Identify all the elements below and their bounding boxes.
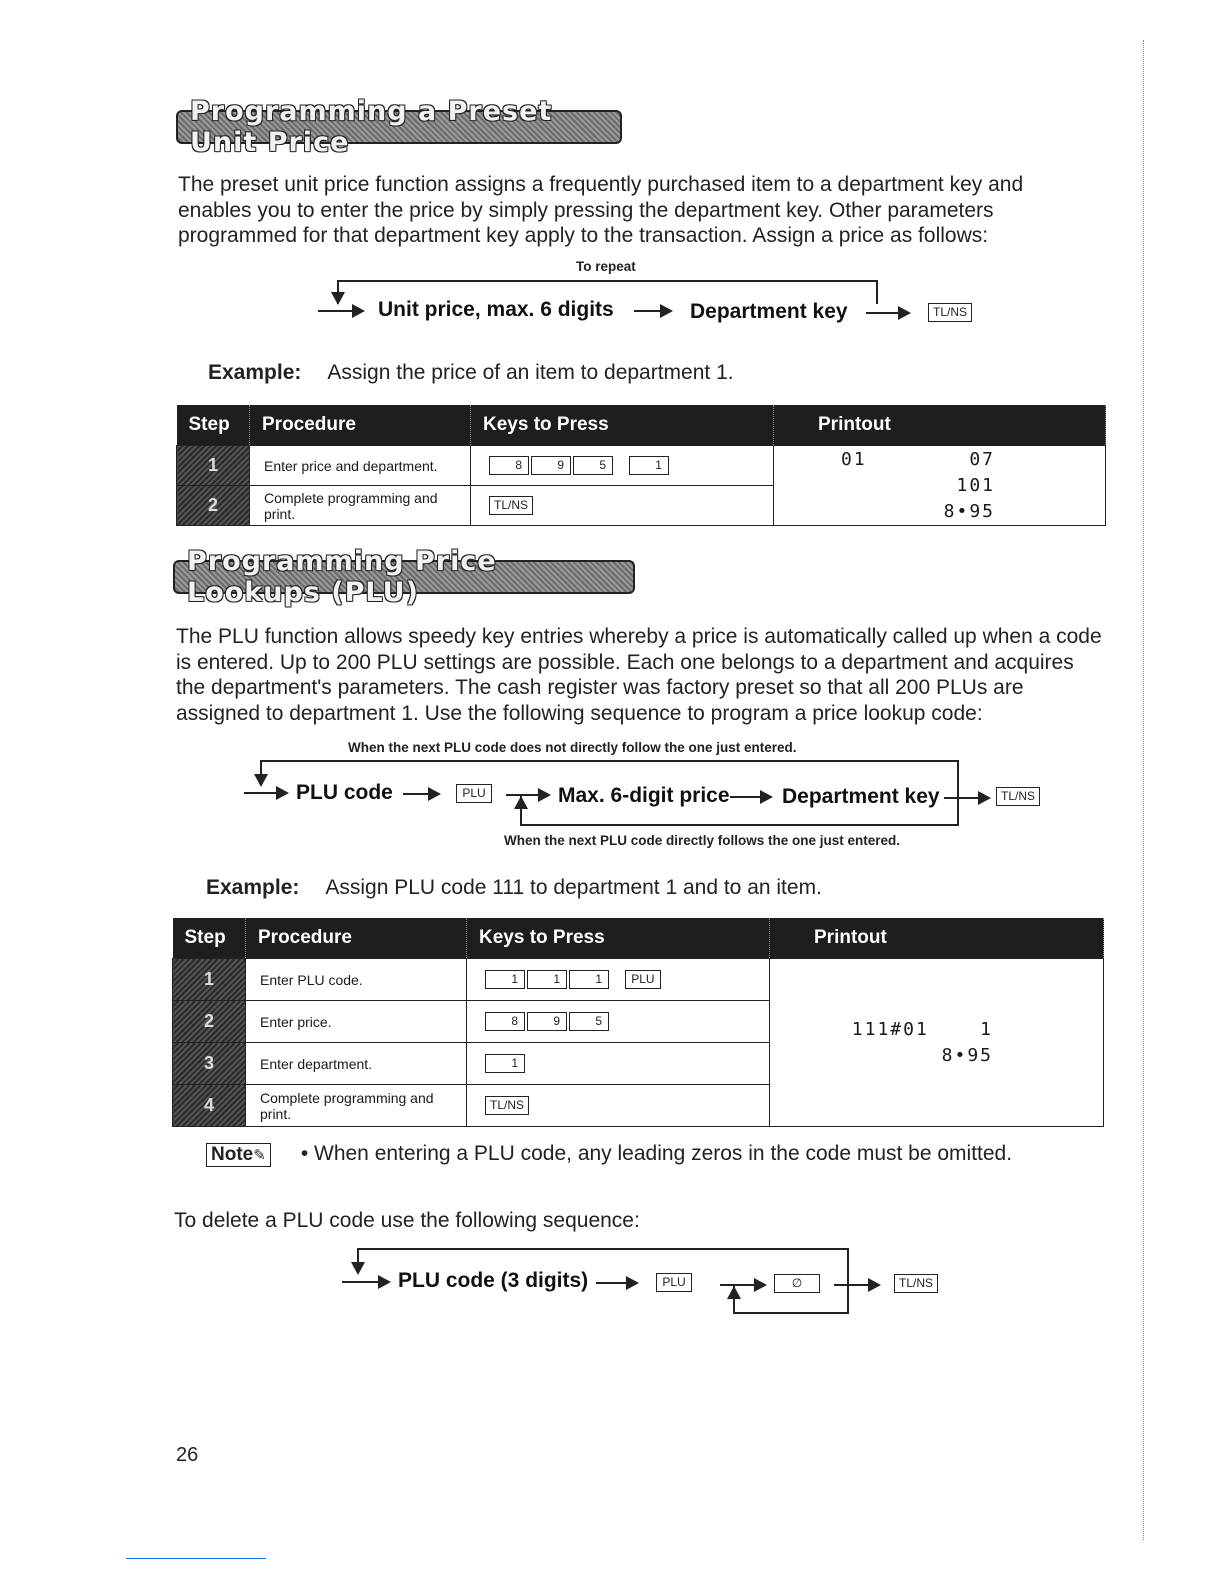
procedure-cell: Enter department.: [246, 1043, 467, 1085]
key-tlns: TL/NS: [485, 1096, 529, 1115]
key-plu: PLU: [656, 1273, 692, 1292]
arrow-right-icon: [660, 304, 673, 318]
step-number: 3: [173, 1043, 246, 1085]
arrow-down-icon: [351, 1262, 365, 1275]
flow-step-price: Max. 6-digit price: [558, 784, 730, 807]
step-number: 2: [173, 1001, 246, 1043]
printout-cell: [774, 446, 1106, 526]
step-number: 1: [173, 959, 246, 1001]
printout-line: 8•95: [943, 500, 995, 522]
printout-line: 8•95: [941, 1044, 993, 1066]
arrow-right-icon: [538, 788, 551, 802]
procedure-cell: Enter price.: [246, 1001, 467, 1043]
keys-cell: [467, 1001, 770, 1043]
scan-edge-line: [1143, 40, 1145, 1540]
key-1: 1: [485, 970, 525, 989]
procedure-cell: Enter PLU code.: [246, 959, 467, 1001]
key-1: 1: [629, 456, 669, 475]
header-keys: Keys to Press: [467, 918, 770, 959]
table-row: [173, 959, 1104, 1001]
keys-cell: [467, 959, 770, 1001]
arrow-right-icon: [428, 787, 441, 801]
procedure-cell: Complete programming and print.: [246, 1085, 467, 1127]
section-title-preset-unit-price: [176, 96, 622, 158]
repeat-loop-right: [876, 280, 878, 304]
example-label: Example:: [208, 361, 302, 384]
printout-cell: [770, 959, 1104, 1127]
arrow-down-icon: [254, 774, 268, 787]
section-title-text: Programming a Preset Unit Price: [190, 96, 553, 158]
table-header-row: [173, 918, 1104, 959]
example-plu: [206, 876, 822, 900]
loop-right-line: [847, 1248, 849, 1314]
note-block: [206, 1142, 1012, 1167]
example-preset: [208, 361, 734, 385]
intro-paragraph-plu: The PLU function allows speedy key entries whereby a price is automatically called up when a code is entered. Up to 200 PLU settings are possible. Each one belongs to a department and acquires the department's parameters. The cash register was factory preset so that all 200 PLUs are assigned to department 1. Use the following sequence to program a price lookup code:: [176, 625, 1102, 725]
flow-step-plu-code-3: PLU code (3 digits): [398, 1269, 589, 1292]
key-tlns: TL/NS: [489, 496, 533, 515]
key-1: 1: [485, 1054, 525, 1073]
flow-step-plu-code: PLU code: [296, 781, 393, 804]
header-step: Step: [173, 918, 246, 959]
key-plu: PLU: [456, 784, 492, 803]
page-number: 26: [176, 1444, 199, 1466]
keys-cell: [467, 1043, 770, 1085]
footer-rule: [126, 1558, 266, 1559]
key-5: 5: [573, 456, 613, 475]
step-number: 4: [173, 1085, 246, 1127]
header-keys: Keys to Press: [471, 405, 774, 446]
arrow-right-icon: [868, 1278, 881, 1292]
repeat-loop-top: [337, 280, 877, 282]
loop-top-line: [357, 1248, 849, 1250]
steps-table-preset: [176, 405, 1106, 526]
arrow-up-icon: [727, 1286, 741, 1299]
arrow-up-icon: [514, 796, 528, 809]
flow-top-label: When the next PLU code does not directly follow the one just entered.: [348, 740, 797, 755]
flow-step-department-key: Department key: [690, 300, 848, 323]
header-step: Step: [177, 405, 250, 446]
loop-top-line: [260, 760, 959, 762]
printout-line: 111#01 1: [851, 1018, 993, 1040]
header-procedure: Procedure: [246, 918, 467, 959]
section-title-text: Programming Price Lookups (PLU): [187, 546, 497, 608]
key-1: 1: [569, 970, 609, 989]
example-text: Assign the price of an item to department 1.: [327, 361, 734, 384]
loop-right-line: [957, 760, 959, 826]
section-title-plu: [173, 546, 635, 608]
delete-instructions: To delete a PLU code use the following sequence:: [174, 1209, 640, 1232]
arrow-right-icon: [352, 304, 365, 318]
key-9: 9: [527, 1012, 567, 1031]
key-5: 5: [569, 1012, 609, 1031]
key-1: 1: [527, 970, 567, 989]
arrow-right-icon: [378, 1275, 391, 1289]
arrow-right-icon: [754, 1278, 767, 1292]
step-number: 2: [177, 486, 250, 526]
key-8: 8: [485, 1012, 525, 1031]
keys-cell: [467, 1085, 770, 1127]
flow-line: [866, 312, 900, 314]
repeat-label: To repeat: [576, 259, 636, 274]
header-printout: Printout: [770, 918, 1104, 959]
arrow-right-icon: [276, 786, 289, 800]
example-label: Example:: [206, 876, 300, 899]
key-plu: PLU: [625, 970, 661, 989]
intro-paragraph-preset: The preset unit price function assigns a frequently purchased item to a department key and enables you to enter the price by simply pressing the department key. Other parameters programmed for that department key apply to the transaction. Assign a price as follows:: [178, 173, 1024, 247]
arrow-right-icon: [978, 791, 991, 805]
step-number: 1: [177, 446, 250, 486]
procedure-cell: Complete programming and print.: [250, 486, 471, 526]
example-text: Assign PLU code 111 to department 1 and to an item.: [325, 876, 822, 899]
keys-cell: [471, 486, 774, 526]
keys-cell: [471, 446, 774, 486]
arrow-right-icon: [760, 790, 773, 804]
key-8: 8: [489, 456, 529, 475]
pencil-icon: ✎: [253, 1147, 266, 1164]
steps-table-plu: [172, 918, 1104, 1127]
key-tlns: TL/NS: [894, 1274, 938, 1293]
header-printout: Printout: [774, 405, 1106, 446]
key-tlns: TL/NS: [928, 303, 972, 322]
printout-line: 01 07: [840, 448, 995, 470]
arrow-down-icon: [331, 292, 345, 305]
table-header-row: [177, 405, 1106, 446]
arrow-right-icon: [626, 1276, 639, 1290]
printout-line: 101: [956, 474, 995, 496]
note-text: • When entering a PLU code, any leading zeros in the code must be omitted.: [300, 1142, 1013, 1165]
key-tlns: TL/NS: [996, 787, 1040, 806]
flow-step-department-key: Department key: [782, 785, 940, 808]
table-row: [177, 446, 1106, 486]
flow-step-unit-price: Unit price, max. 6 digits: [378, 298, 614, 321]
header-procedure: Procedure: [250, 405, 471, 446]
key-9: 9: [531, 456, 571, 475]
procedure-cell: Enter price and department.: [250, 446, 471, 486]
flow-bottom-label: When the next PLU code directly follows the one just entered.: [504, 833, 901, 848]
loop-bottom-line: [520, 824, 959, 826]
note-label: Note✎: [206, 1143, 271, 1167]
void-key: ∅: [774, 1274, 820, 1293]
loop-bottom-line: [733, 1312, 849, 1314]
arrow-right-icon: [898, 306, 911, 320]
